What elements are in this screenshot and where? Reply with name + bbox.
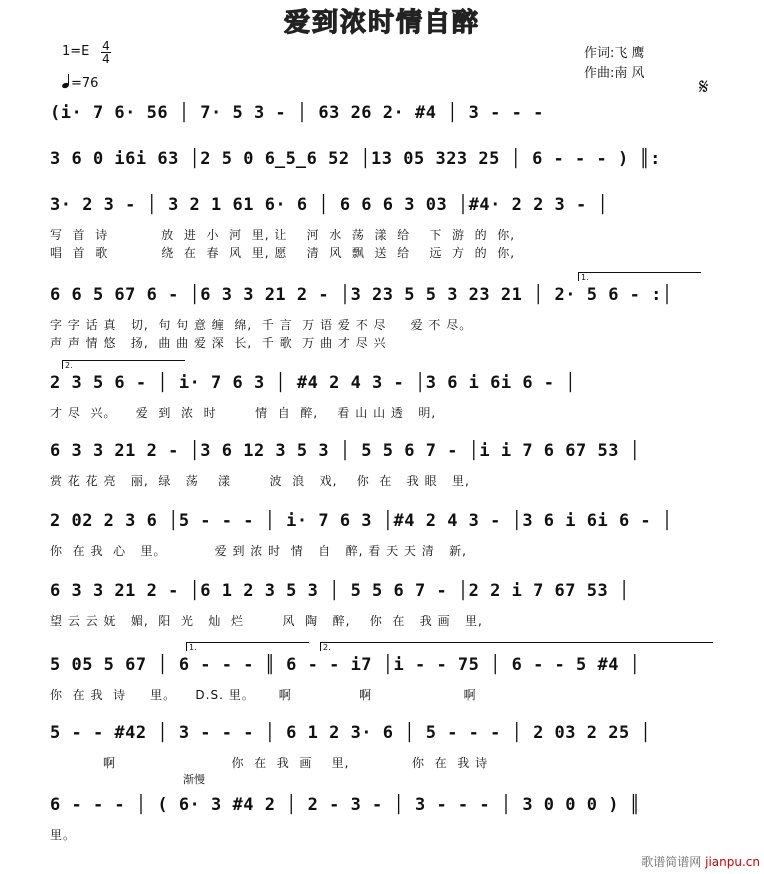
volta-bracket-2: 2. [62, 360, 185, 369]
time-signature-bottom: 4 [102, 52, 110, 66]
lyric-line-1: 你 在 我 诗 里。 D.S. 里。 啊 啊 啊 [50, 688, 477, 702]
lyric-line-2: 唱 首 歌 绕 在 春 风 里, 愿 清 风 飘 送 给 远 方 的 你, [50, 246, 516, 260]
lyric-line-1: 你 在 我 心 里。 爱 到 浓 时 情 自 醉, 看 天 天 清 新, [50, 544, 467, 558]
watermark-site-name: 歌谱简谱网 [641, 855, 702, 869]
lyric-line-1: 字 字 话 真 切, 句 句 意 缠 绵, 千 言 万 语 爱 不 尽 爱 不 尽。 [50, 318, 473, 332]
lyric-line-1: 里。 [50, 828, 77, 842]
notation-line: (i· 7 6· 56 │ 7· 5 3 - │ 63 26 2· #4 │ 3 - - - [50, 103, 544, 123]
notation-line: 5 - - #42 │ 3 - - - │ 6 1 2 3· 6 │ 5 - - - │ 2 03 2 25 │ [50, 723, 652, 743]
tempo-change-marking: 渐慢 [183, 773, 205, 786]
tempo-value: =76 [71, 76, 99, 91]
volta-bracket-3: 1. [186, 642, 309, 651]
volta-bracket-4: 2. [320, 642, 713, 651]
watermark-site-url: jianpu.cn [705, 855, 760, 869]
quarter-note-icon [61, 82, 69, 89]
lyric-line-1: 写 首 诗 放 进 小 河 里, 让 河 水 荡 漾 给 下 游 的 你, [50, 228, 516, 242]
lyric-line-1: 赏 花 花 亮 丽, 绿 荡 漾 波 浪 戏, 你 在 我 眼 里, [50, 474, 470, 488]
notation-line: 5 05 5 67 │ 6 - - - ║ 6 - - i7 │i - - 75 │ 6 - - 5 #4 │ [50, 655, 641, 675]
credits [584, 44, 645, 84]
notation-line: 3 6 0 i6i 63 │2 5 0 6̲5̲6 52 │13 05 323 25 │ 6 - - - ) ║: [50, 149, 661, 169]
notation-line: 6 - - - │ ( 6· 3 #4 2 │ 2 - 3 - │ 3 - - - │ 3 0 0 0 ) ║ [50, 795, 641, 815]
notation-line: 6 3 3 21 2 - │3 6 12 3 5 3 │ 5 5 6 7 - │i i 7 6 67 53 │ [50, 441, 641, 461]
notation-line: 6 6 5 67 6 - │6 3 3 21 2 - │3 23 5 5 3 23 21 │ 2· 5 6 - :│ [50, 285, 673, 305]
notation-line: 2 02 2 3 6 │5 - - - │ i· 7 6 3 │#4 2 4 3 - │3 6 i 6i 6 - │ [50, 511, 673, 531]
time-signature [101, 40, 111, 65]
watermark [641, 853, 760, 870]
tempo-marking [62, 74, 98, 91]
segno-icon: 𝄋 [699, 75, 709, 100]
composer: 作曲:南 风 [584, 66, 645, 81]
notation-line: 3· 2 3 - │ 3 2 1 61 6· 6 │ 6 6 6 3 03 │#4· 2 2 3 - │ [50, 195, 609, 215]
song-title: 爱到浓时情自醉 [283, 8, 480, 38]
lyric-line-2: 声 声 情 悠 扬, 曲 曲 爱 深 长, 千 歌 万 曲 才 尽 兴 [50, 336, 387, 350]
lyric-line-1: 啊 你 在 我 画 里, 你 在 我 诗 [50, 756, 489, 770]
lyricist: 作词:飞 鹰 [584, 46, 645, 61]
volta-bracket-1: 1. [578, 272, 701, 281]
notation-line: 2 3 5 6 - │ i· 7 6 3 │ #4 2 4 3 - │3 6 i 6i 6 - │ [50, 373, 577, 393]
key-signature: 1=E [62, 44, 90, 59]
time-signature-top: 4 [102, 39, 110, 53]
lyric-line-1: 望 云 云 妩 媚, 阳 光 灿 烂 风 陶 醉, 你 在 我 画 里, [50, 614, 483, 628]
lyric-line-1: 才 尽 兴。 爱 到 浓 时 情 自 醉, 看 山 山 透 明, [50, 406, 437, 420]
notation-line: 6 3 3 21 2 - │6 1 2 3 5 3 │ 5 5 6 7 - │2 2 i 7 67 53 │ [50, 581, 630, 601]
